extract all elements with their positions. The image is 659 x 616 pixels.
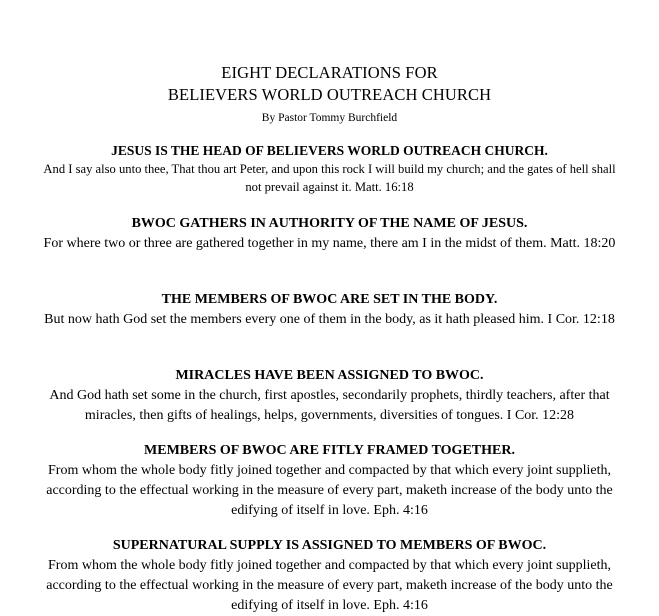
declaration-1 (40, 141, 619, 196)
declaration-scripture: For where two or three are gathered together in my name, there am I in the midst of them. Matt. 18:20 (43, 236, 616, 251)
declaration-6 (40, 536, 619, 616)
document-byline: By Pastor Tommy Burchfield (261, 112, 398, 124)
declaration-heading: MEMBERS OF BWOC ARE FITLY FRAMED TOGETHER. (144, 443, 515, 458)
declaration-3 (40, 290, 619, 330)
declaration-scripture: And God hath set some in the church, first apostles, secondarily prophets, thirdly teachers, after that miracles, then gifts of healings, helps, governments, diversities of tongues. I Cor. 12:28 (49, 388, 610, 423)
declaration-scripture: And I say also unto thee, That thou art Peter, and upon this rock I will build my church; and the gates of hell shall not prevail against it. Matt. 16:18 (43, 162, 616, 194)
declaration-heading: BWOC GATHERS IN AUTHORITY OF THE NAME OF JESUS. (131, 216, 528, 231)
declaration-heading: JESUS IS THE HEAD OF BELIEVERS WORLD OUTREACH CHURCH. (111, 143, 548, 158)
declaration-scripture: From whom the whole body fitly joined together and compacted by that which every joint supplieth, according to the effectual working in the measure of every part, maketh increase of the body unto the edifying of itself in love. Eph. 4:16 (46, 558, 613, 613)
document-title-line-2: BELIEVERS WORLD OUTREACH CHURCH (167, 85, 492, 104)
declaration-heading: SUPERNATURAL SUPPLY IS ASSIGNED TO MEMBERS OF BWOC. (112, 538, 547, 553)
declaration-2 (40, 214, 619, 254)
declaration-scripture: But now hath God set the members every one of them in the body, as it hath pleased him. I Cor. 12:18 (44, 312, 615, 327)
declaration-5 (40, 441, 619, 521)
declaration-heading: THE MEMBERS OF BWOC ARE SET IN THE BODY. (161, 292, 498, 307)
document-title-line-1: EIGHT DECLARATIONS FOR (221, 63, 438, 82)
document-header (0, 62, 659, 125)
declaration-heading: MIRACLES HAVE BEEN ASSIGNED TO BWOC. (175, 368, 484, 383)
declaration-scripture: From whom the whole body fitly joined together and compacted by that which every joint supplieth, according to the effectual working in the measure of every part, maketh increase of the body unto the edifying of itself in love. Eph. 4:16 (46, 463, 613, 518)
declaration-4 (40, 366, 619, 426)
